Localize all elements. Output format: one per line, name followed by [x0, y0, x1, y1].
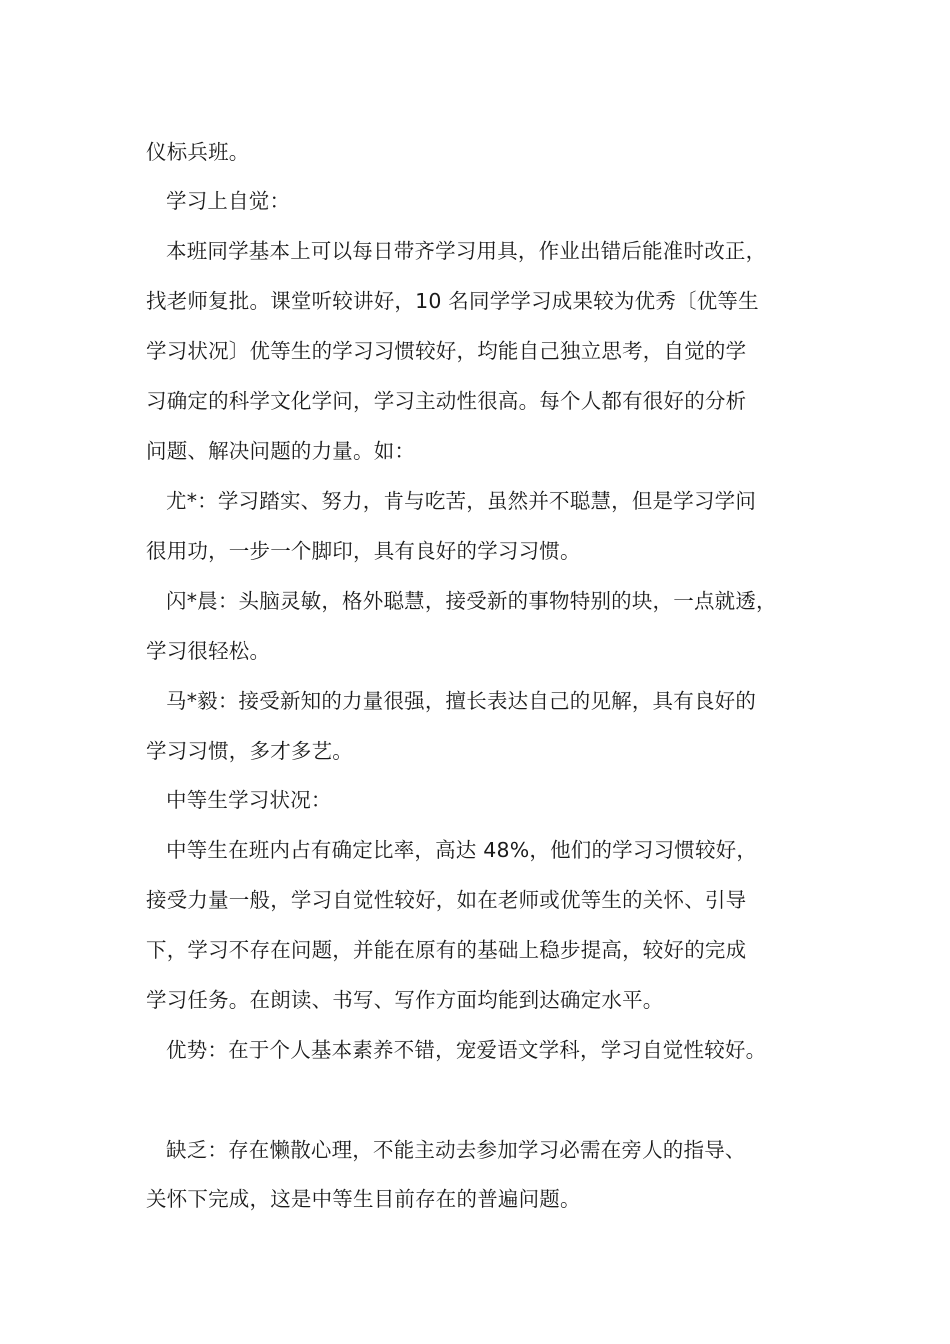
text-line: 关怀下完成，这是中等生目前存在的普遍问题。	[146, 1187, 581, 1211]
text-line: 缺乏：存在懒散心理，不能主动去参加学习必需在旁人的指导、	[166, 1138, 746, 1162]
section-heading: 中等生学习状况：	[166, 788, 332, 812]
text-line: 本班同学基本上可以每日带齐学习用具，作业出错后能准时改正，	[166, 239, 767, 263]
text-line: 尤*：学习踏实、努力，肯与吃苦，虽然并不聪慧，但是学习学问	[166, 489, 757, 513]
text-line: 接受力量一般，学习自觉性较好，如在老师或优等生的关怀、引导	[146, 888, 747, 912]
text-line: 学习很轻松。	[146, 639, 271, 663]
text-line: 闪*晨：头脑灵敏，格外聪慧，接受新的事物特别的块，一点就透，	[166, 589, 777, 613]
text-line: 问题、解决问题的力量。如：	[146, 439, 416, 463]
text-line: 仪标兵班。	[146, 140, 250, 164]
text-line: 优势：在于个人基本素养不错，宠爱语文学科，学习自觉性较好。	[166, 1038, 767, 1062]
text-line: 中等生在班内占有确定比率，高达 48%，他们的学习习惯较好，	[166, 838, 758, 862]
text-line: 学习任务。在朗读、书写、写作方面均能到达确定水平。	[146, 988, 664, 1012]
text-line: 习确定的科学文化学问，学习主动性很高。每个人都有很好的分析	[146, 389, 747, 413]
text-line: 学习习惯，多才多艺。	[146, 739, 353, 763]
text-line: 找老师复批。课堂听较讲好，10 名同学学习成果较为优秀〔优等生	[146, 289, 759, 313]
section-heading: 学习上自觉：	[166, 189, 291, 213]
text-line: 马*毅：接受新知的力量很强，擅长表达自己的见解，具有良好的	[166, 689, 757, 713]
text-line: 很用功，一步一个脚印，具有良好的学习习惯。	[146, 539, 581, 563]
text-line: 学习状况〕优等生的学习习惯较好，均能自己独立思考，自觉的学	[146, 339, 747, 363]
text-line: 下，学习不存在问题，并能在原有的基础上稳步提高，较好的完成	[146, 938, 747, 962]
